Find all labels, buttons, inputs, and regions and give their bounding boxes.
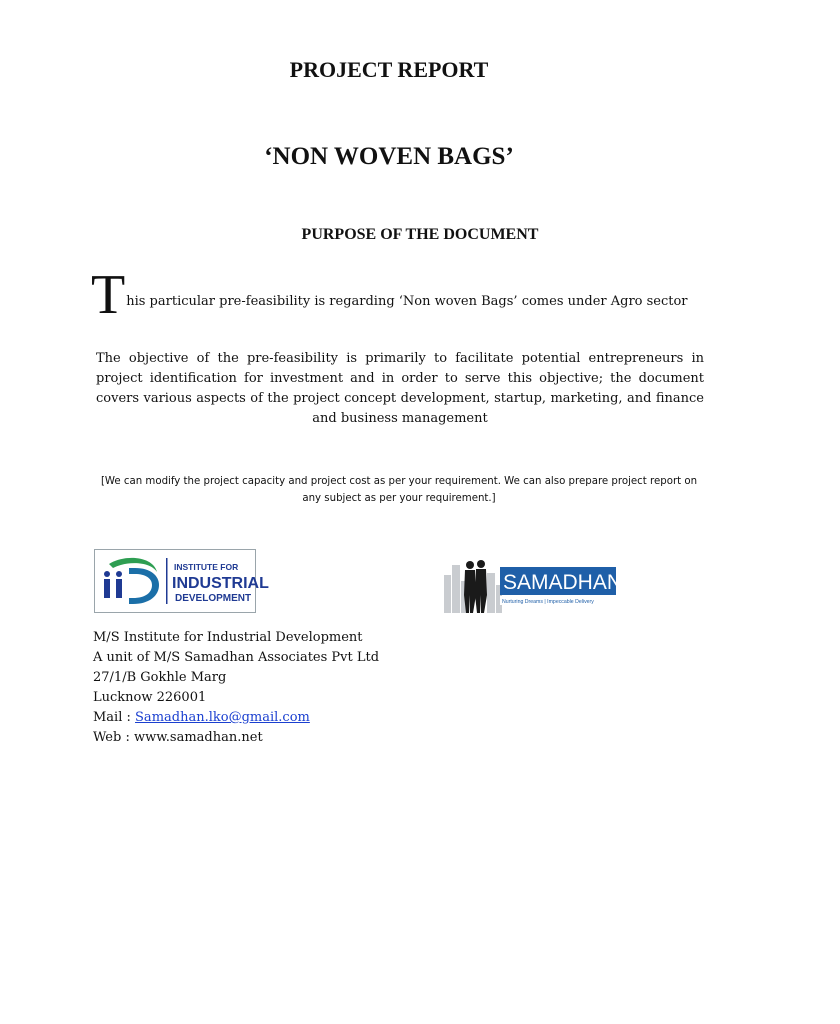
intro-text: his particular pre-feasibility is regarding ‘Non woven Bags’ comes under Agro sector: [126, 294, 688, 309]
contact-address: [93, 628, 379, 748]
mail-label: Mail :: [93, 710, 136, 725]
mail-line: [93, 708, 379, 728]
iid-dot-1: [104, 571, 110, 577]
email-link[interactable]: Samadhan.lko@gmail.com: [135, 710, 310, 725]
web-line: Web : www.samadhan.net: [93, 730, 263, 745]
iid-d-shape: [129, 568, 159, 604]
iid-dot-2: [116, 571, 122, 577]
samadhan-tagline: Nurturing Dreams | Impeccable Delivery: [502, 599, 594, 605]
iid-line3: DEVELOPMENT: [175, 593, 252, 604]
address-line-4: Lucknow 226001: [93, 690, 207, 705]
address-line-2: A unit of M/S Samadhan Associates Pvt Ltd: [93, 650, 380, 665]
objective-paragraph: The objective of the pre-feasibility is primarily to facilitate potential entrepreneurs in project identification for investment and in order to serve this objective; the document covers various aspects of the project concept development, startup, marketing, and finance and business management: [96, 351, 704, 426]
iid-logo: [94, 549, 269, 613]
people-icon: [464, 560, 487, 613]
address-line-3: 27/1/B Gokhle Marg: [93, 670, 227, 685]
report-subject: ‘NON WOVEN BAGS’: [264, 143, 514, 170]
iid-stem-1: [104, 579, 110, 598]
drop-cap: T: [91, 264, 126, 326]
iid-stem-2: [116, 579, 122, 598]
report-title: PROJECT REPORT: [289, 57, 489, 82]
section-heading: PURPOSE OF THE DOCUMENT: [301, 226, 539, 243]
iid-logo-graphic: [95, 550, 269, 612]
samadhan-logo-graphic: [440, 555, 623, 617]
intro-paragraph: [91, 264, 731, 326]
samadhan-name: SAMADHAN: [503, 571, 623, 594]
address-line-1: M/S Institute for Industrial Development: [93, 630, 363, 645]
iid-line2: INDUSTRIAL: [172, 575, 269, 592]
iid-line1: INSTITUTE FOR: [174, 562, 239, 572]
customization-note: [We can modify the project capacity and project cost as per your requirement. We can also prepare project report on any subject as per your requirement.]: [100, 476, 698, 504]
samadhan-logo: [440, 555, 623, 617]
iid-divider: [166, 558, 168, 604]
